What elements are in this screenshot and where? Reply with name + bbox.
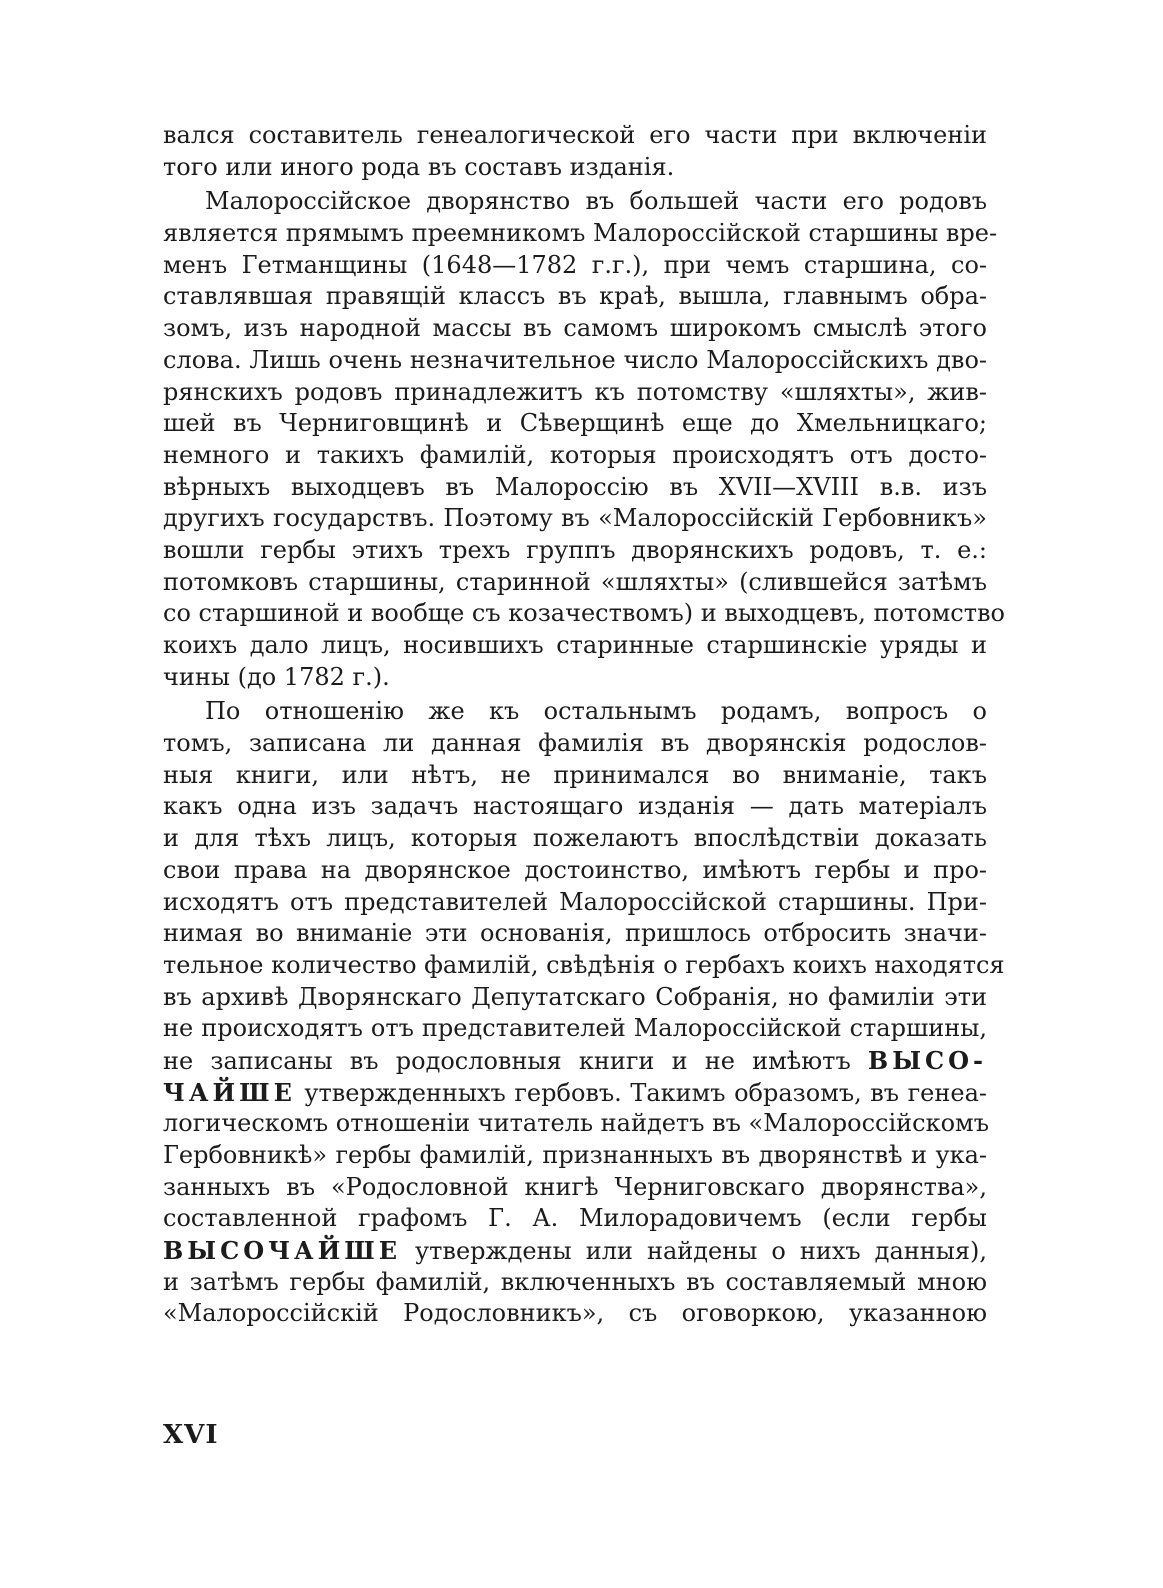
- text-line: исходятъ отъ представителей Малороссійской старшины. При-: [163, 887, 987, 916]
- text-line: томъ, записана ли данная фамилія въ дворянскія родослов-: [163, 729, 987, 758]
- text-line: занныхъ въ «Родословной книгѣ Черниговскаго дворянства»,: [163, 1172, 987, 1201]
- text-line: не записаны въ родословныя книги и не имѣютъ ВЫСО-: [163, 1045, 987, 1075]
- text-line: другихъ государствъ. Поэтому въ «Малороссійскій Гербовникъ»: [163, 504, 987, 533]
- text-line: «Малороссійскій Родословникъ», съ оговоркою, указанною: [163, 1299, 987, 1328]
- emphasized-word: ЧАЙШЕ: [163, 1077, 296, 1107]
- text-line: менъ Гетманщины (1648—1782 г.г.), при чемъ старшина, со-: [163, 250, 987, 279]
- text-line: и для тѣхъ лицъ, которыя пожелаютъ впослѣдствіи доказать: [163, 824, 987, 853]
- text-line: является прямымъ преемникомъ Малороссійской старшины вре-: [163, 219, 998, 248]
- text-line: зомъ, изъ народной массы въ самомъ широкомъ смыслѣ этого: [163, 314, 987, 343]
- text-line: какъ одна изъ задачъ настоящаго изданія — дать матеріалъ: [163, 792, 987, 821]
- text-line: чины (до 1782 г.).: [163, 662, 390, 691]
- text-line: вался составитель генеалогической его части при включеніи: [163, 121, 987, 149]
- text-line: не происходятъ отъ представителей Малороссійской старшины,: [163, 1014, 987, 1043]
- text-line: ВЫСОЧАЙШЕ утверждены или найдены о нихъ данныя),: [163, 1236, 987, 1266]
- text-line: Малороссійское дворянство въ большей части его родовъ: [205, 187, 987, 216]
- text-line: нимая во вниманіе эти основанія, пришлось отбросить значи-: [163, 919, 987, 948]
- text-line: со старшиной и вообще съ козачествомъ) и выходцевъ, потомство: [163, 599, 1005, 628]
- text-line: тельное количество фамилій, свѣдѣнія о гербахъ коихъ находятся: [163, 950, 1005, 979]
- text-line: слова. Лишь очень незначительное число Малороссійскихъ дво-: [163, 345, 987, 374]
- text-line: рянскихъ родовъ принадлежитъ къ потомству «шляхты», жив-: [163, 377, 987, 406]
- text-line: шей въ Черниговщинѣ и Сѣверщинѣ еще до Хмельницкаго;: [163, 409, 987, 438]
- text-line: того или иного рода въ составъ изданія.: [163, 152, 675, 181]
- emphasized-word: ВЫСОЧАЙШЕ: [163, 1236, 401, 1266]
- text-line: логическомъ отношеніи читатель найдетъ въ «Малороссійскомъ: [163, 1109, 989, 1138]
- text-line: составленной графомъ Г. А. Милорадовичемъ (если гербы: [163, 1204, 987, 1233]
- text-line: вѣрныхъ выходцевъ въ Малороссію въ XVII—XVIII в.в. изъ: [163, 472, 987, 501]
- text-line: немного и такихъ фамилій, которыя происходятъ отъ досто-: [163, 440, 987, 469]
- page-number: XVI: [163, 1420, 219, 1450]
- emphasized-word: ВЫСО-: [867, 1045, 987, 1075]
- text-line: ныя книги, или нѣтъ, не принимался во вниманіе, такъ: [163, 760, 987, 789]
- body-text: [163, 120, 1005, 1330]
- text-line: По отношенію же къ остальнымъ родамъ, вопросъ о: [205, 697, 987, 726]
- text-line: ЧАЙШЕ утвержденныхъ гербовъ. Такимъ образомъ, въ генеа-: [163, 1077, 987, 1107]
- text-line: свои права на дворянское достоинство, имѣютъ гербы и про-: [163, 855, 987, 884]
- text-line: и затѣмъ гербы фамилій, включенныхъ въ составляемый мною: [163, 1267, 987, 1296]
- text-line: коихъ дало лицъ, носившихъ старинные старшинскіе уряды и: [163, 631, 987, 659]
- text-line: въ архивѣ Дворянскаго Депутатскаго Собранія, но фамиліи эти: [163, 982, 987, 1011]
- text-line: вошли гербы этихъ трехъ группъ дворянскихъ родовъ, т. е.:: [163, 535, 987, 564]
- text-line: Гербовникѣ» гербы фамилій, признанныхъ въ дворянствѣ и ука-: [163, 1141, 987, 1169]
- text-line: потомковъ старшины, старинной «шляхты» (слившейся затѣмъ: [163, 567, 987, 596]
- text-line: ставлявшая правящій классъ въ краѣ, вышла, главнымъ обра-: [163, 282, 987, 311]
